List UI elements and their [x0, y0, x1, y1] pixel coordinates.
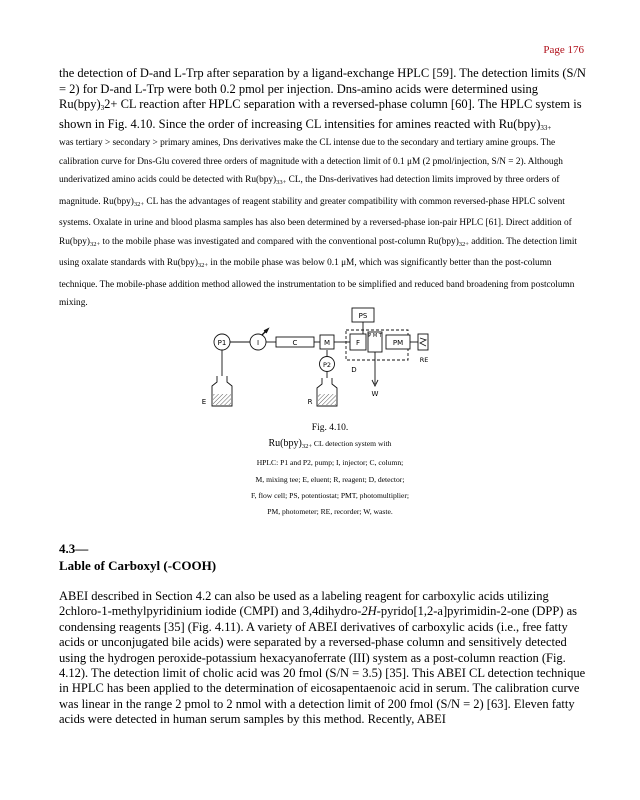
para2-subscript-5: 32+ [197, 262, 209, 269]
para2-text-2: CL, the Dns-derivatives had detection limits improved by three orders of magnitude. Ru(bpy) [59, 175, 560, 207]
hplc-system-diagram [200, 302, 460, 412]
caption-title [200, 436, 460, 455]
pump-p1-icon [214, 334, 230, 350]
flow-cell-icon [350, 334, 366, 350]
eluent-bottle-icon [202, 376, 232, 406]
para2-subscript-3: 32+ [90, 240, 101, 248]
para1-subscript-2: 33+ [540, 123, 552, 132]
reagent-bottle-icon [308, 378, 337, 406]
caption-line-2: M, mixing tee; E, eluent; R, reagent; D, detector; [255, 474, 405, 484]
para2-subscript-1: 33+ [276, 179, 287, 186]
caption-reagent-sub: 32+ [301, 443, 313, 451]
pump-p2-icon [320, 357, 335, 372]
para2-text-6: in the mobile phase was below 0.1 μM, which was significantly better than the post-column technique. The mobile-phase addition method allowed the instrumentation to be simplified and reduced band broadening from postcolumn mixing. [59, 258, 575, 308]
recorder-icon [418, 334, 428, 364]
caption-line-1: HPLC: P1 and P2, pump; I, injector; C, column; [256, 458, 404, 468]
para1-text-2: 2+ CL reaction after HPLC separation with a reversed-phase column [60]. The HPLC system is shown in Fig. 4.10. Since the order of increasing CL intensities for amines reacted with Ru(bpy) [59, 97, 582, 131]
label-p2: P2 [322, 361, 332, 369]
para2-subscript-2: 32+ [133, 200, 145, 208]
section-title: Lable of Carboxyl (-COOH) [59, 558, 217, 573]
label-d: D [351, 366, 357, 374]
potentiostat-icon [352, 308, 374, 322]
caption-line-4: PM, photometer; RE, recorder; W, waste. [267, 507, 393, 517]
label-r: R [307, 398, 313, 406]
caption-title-text: CL detection system with [312, 439, 392, 449]
figure-caption [200, 420, 460, 520]
para2-text-4: to the mobile phase was investigated and compared with the conventional post-column Ru(bpy) [100, 236, 459, 247]
label-m: M [323, 339, 331, 347]
photometer-icon [386, 335, 410, 349]
injector-icon [250, 329, 268, 350]
page-number: Page 176 [543, 44, 584, 56]
photomultiplier-icon [368, 332, 383, 352]
label-f: F [355, 339, 361, 347]
label-c: C [292, 339, 298, 347]
para3-text-b: -pyrido[1,2-a]pyrimidin-2-one (DPP) as condensing reagents [35] (Fig. 4.11). A variety of ABEI derivatives of carboxylic acids (i.e., free fatty acids or unconjugated bile acids) were separated by a reversed-phase column and sensitively detected using the hydrogen peroxide-potassium hexacyanoferrate (III) system as a post-column reaction (Fig. 4.12). The detection limit of cholic acid was 20 fmol (S/N = 3.5) [35]. This ABEI CL detection technique in HPLC has been applied to the determination of eicosapentaenoic acid in serum. The calibration curve was linear in the range 2 pmol to 2 nmol with a detection limit of 200 fmol (S/N = 2) [63]. Eleven fatty acids were detected in human serum samples by this method. Recently, ABEI [59, 604, 586, 727]
label-w: W [371, 390, 379, 398]
section-number: 4.3— [59, 541, 89, 556]
paragraph-1 [59, 66, 593, 136]
mixing-tee-icon [320, 335, 334, 349]
para2-subscript-4: 32+ [458, 240, 469, 248]
para3-text-a: ABEI described in Section 4.2 can also be used as a labeling reagent for carboxylic acids utilizing 2chloro-1-methylpyridinium iodide (CMPI) and 3,4dihydro- [59, 589, 549, 619]
para2-text-5: addition. The detection limit using oxalate standards with Ru(bpy) [59, 236, 577, 268]
column-icon [276, 337, 314, 347]
caption-line-3: F, flow cell; PS, potentiostat; PMT, photomultiplier; [250, 490, 410, 500]
caption-reagent: Ru(bpy) [268, 438, 302, 450]
label-re: RE [419, 356, 429, 364]
label-p1: P1 [217, 339, 227, 347]
label-i: I [256, 339, 260, 347]
paragraph-2 [59, 134, 589, 313]
para1-subscript-1: 3 [100, 104, 105, 113]
label-pmt: P M T [368, 333, 382, 339]
para1-text: the detection of D-and L-Trp after separation by a ligand-exchange HPLC [59]. The detection limits (S/N = 2) for D-and L-Trp were both 0.2 pmol per injection. Dns-amino acids were determined using Ru(bpy) [59, 66, 586, 112]
label-ps: PS [358, 312, 368, 320]
label-e: E [201, 398, 207, 406]
caption-fig-number: Fig. 4.10. [311, 423, 349, 433]
para2-text-3: CL has the advantages of reagent stability and greater compatibility with common reversed-phase HPLC solvent systems. Oxalate in urine and blood plasma samples has also been determined by a reversed-phase ion-pair HPLC [61]. Direct addition of Ru(bpy) [59, 196, 572, 247]
para2-text-1: was tertiary > secondary > primary amines, Dns derivatives make the CL intense due to the secondary and tertiary amine groups. The calibration curve for Dns-Glu covered three orders of magnitude with a detection limit of 0.1 μM (2 pmol/injection, S/N = 2). Although underivatized amino acids could be detected with Ru(bpy) [59, 138, 563, 185]
para3-italic: 2H [361, 604, 377, 619]
paragraph-3 [59, 589, 593, 728]
label-pm: PM [392, 339, 404, 347]
